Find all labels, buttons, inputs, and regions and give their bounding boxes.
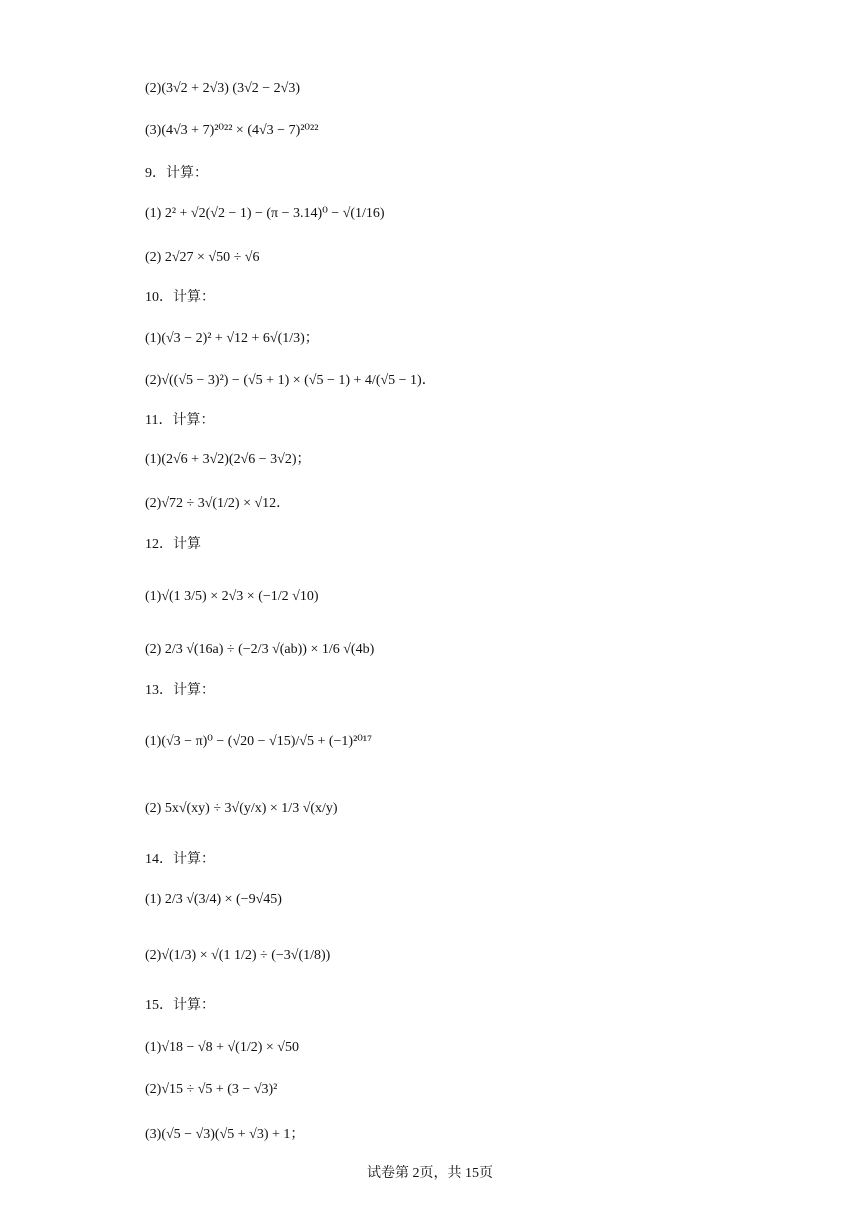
problem-11-title: 11．计算： [145, 413, 215, 428]
problem-10-part-1: (1)(√3 − 2)² + √12 + 6√(1/3)； [145, 331, 319, 346]
problem-9-part-1: (1) 2² + √2(√2 − 1) − (π − 3.14)⁰ − √(1/16) [145, 206, 385, 221]
problem-15-title: 15．计算： [145, 998, 215, 1013]
problem-15-part-2: (2)√15 ÷ √5 + (3 − √3)² [145, 1082, 278, 1097]
problem-14-title: 14．计算： [145, 852, 215, 867]
problem-11-part-1: (1)(2√6 + 3√2)(2√6 − 3√2)； [145, 452, 311, 467]
problem-12-part-1: (1)√(1 3/5) × 2√3 × (−1/2 √10) [145, 589, 319, 604]
problem-9-title: 9．计算： [145, 166, 208, 181]
problem-10-title: 10．计算： [145, 290, 215, 305]
problem-15-part-1: (1)√18 − √8 + √(1/2) × √50 [145, 1040, 299, 1055]
problem-15-part-3: (3)(√5 − √3)(√5 + √3) + 1； [145, 1127, 305, 1142]
problem-14-part-2: (2)√(1/3) × √(1 1/2) ÷ (−3√(1/8)) [145, 948, 331, 963]
problem-13-part-1: (1)(√3 − π)⁰ − (√20 − √15)/√5 + (−1)²⁰¹⁷ [145, 734, 372, 749]
problem-14-part-1: (1) 2/3 √(3/4) × (−9√45) [145, 892, 282, 907]
problem-10-part-2: (2)√((√5 − 3)²) − (√5 + 1) × (√5 − 1) + 4/(√5 − 1)． [145, 373, 436, 388]
problem-12-title: 12．计算 [145, 537, 201, 552]
problem-9-part-2: (2) 2√27 × √50 ÷ √6 [145, 250, 260, 265]
problem-11-part-2: (2)√72 ÷ 3√(1/2) × √12． [145, 496, 291, 511]
problem-8-part-3: (3)(4√3 + 7)²⁰²² × (4√3 − 7)²⁰²² [145, 123, 319, 138]
problem-13-part-2: (2) 5x√(xy) ÷ 3√(y/x) × 1/3 √(x/y) [145, 801, 338, 816]
problem-13-title: 13．计算： [145, 683, 215, 698]
problem-8-part-2: (2)(3√2 + 2√3) (3√2 − 2√3) [145, 81, 300, 96]
problem-12-part-2: (2) 2/3 √(16a) ÷ (−2/3 √(ab)) × 1/6 √(4b) [145, 642, 375, 657]
page-footer: 试卷第 2页，共 15页 [367, 1166, 493, 1181]
